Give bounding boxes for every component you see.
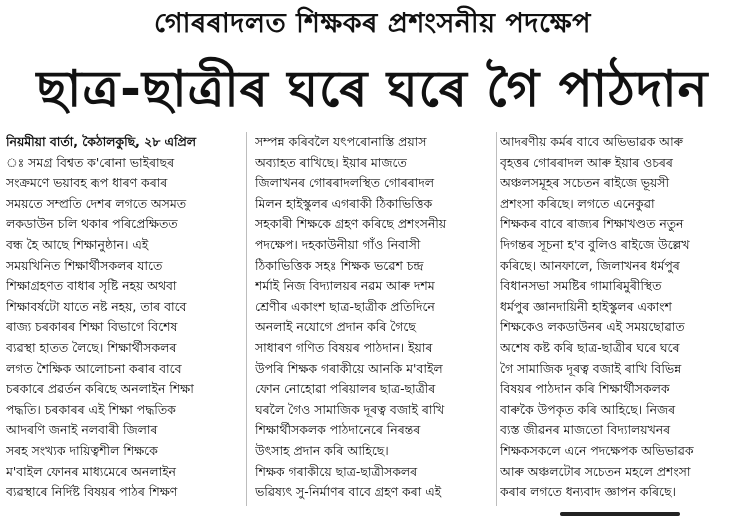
body-line: গৈ সামাজিক দূৰত্ব বজাই ৰাখি বিভিন্ন: [500, 360, 682, 376]
body-line: বাৰুকৈ উপকৃত কৰি আহিছে। নিজৰ: [500, 401, 676, 417]
article-dateline: নিয়মীয়া বাৰ্তা, কৈঠালকুছি, ২৮ এপ্ৰিল: [6, 134, 197, 149]
body-line: পদ্ধতি। চৰকাৰৰ এই শিক্ষা পদ্ধতিক: [6, 401, 176, 417]
article-column-2: [255, 132, 491, 510]
body-line: চৰকাৰে প্ৰৱৰ্তন কৰিছে অনলাইন শিক্ষা: [6, 381, 194, 397]
body-line: আদৰণি জনাই নলবাৰী জিলাৰ: [6, 422, 158, 438]
body-line: অব্যাহত ৰাখিছে। ইয়াৰ মাজতে: [255, 154, 407, 170]
body-line: ৰাজ্য চৰকাৰৰ শিক্ষা বিভাগে বিশেষ: [6, 319, 178, 335]
body-line: সৰহ সংখ্যক দায়িত্বশীল শিক্ষকে: [6, 442, 158, 458]
body-line: দিগন্তৰ সূচনা হ'ব বুলিও ৰাইজে উল্লেখ: [500, 236, 690, 252]
body-line: পদক্ষেপ। দহকাউনীয়া গাঁও নিবাসী: [255, 236, 421, 252]
body-line: প্ৰশংসা কৰিছে। লগতে এনেকুৱা: [500, 195, 655, 211]
body-line: উৎসাহ প্ৰদান কৰি আহিছে।: [255, 442, 389, 458]
body-line: কৰিছে। আনফালে, জিলাখনৰ ধৰ্মপুৰ: [500, 257, 680, 273]
body-line: শিক্ষক গৰাকীয়ে ছাত্ৰ-ছাত্ৰীসকলৰ: [255, 463, 418, 479]
body-line: শৰ্মাই নিজ বিদ্যালয়ৰ নৱম আৰু দশম: [255, 278, 435, 294]
body-line: ব্যৱস্থাৰে নিৰ্দিষ্ট বিষয়ৰ পাঠৰ শিক্ষণ: [6, 484, 178, 500]
body-line: ঠিকাভিত্তিক সহঃ শিক্ষক ভৱেশ চন্দ্ৰ: [255, 257, 424, 273]
body-line: ঃ সমগ্ৰ বিশ্বত ক'ৰোনা ভাইৰাছৰ: [6, 154, 175, 170]
body-line: শিক্ষকসকলে এনে পদক্ষেপক অভিভাৱক: [500, 442, 694, 458]
body-line: ম'বাইল ফোনৰ মাধ্যমেৰে অনলাইন: [6, 463, 176, 479]
body-line: বিষয়ৰ পাঠদান কৰি শিক্ষাৰ্থীসকলক: [500, 381, 670, 397]
body-line: কৰাৰ লগতে ধন্যবাদ জ্ঞাপন কৰিছে।: [500, 484, 676, 500]
body-line: সংক্ৰমণে ভয়াবহ ৰূপ ধাৰণ কৰাৰ: [6, 175, 168, 191]
body-line: শ্ৰেণীৰ একাংশ ছাত্ৰ-ছাত্ৰীক প্ৰতিদিনে: [255, 298, 435, 314]
body-line: শিক্ষাগ্ৰহণত বাধাৰ সৃষ্টি নহয় অথবা: [6, 278, 177, 294]
article-column-3: [500, 132, 740, 510]
column-divider: [246, 132, 247, 506]
body-line: ভৱিষ্যৎ সু-নিৰ্মাণৰ বাবে গ্ৰহণ কৰা এই: [255, 484, 442, 500]
body-line: আদৰণীয় কৰ্মৰ বাবে অভিভাৱক আৰু: [500, 134, 683, 149]
body-line: ধৰ্মপুৰ জ্ঞানদায়িনী হাইস্কুলৰ একাংশ: [500, 298, 672, 314]
body-line: শিক্ষকেও লকডাউনৰ এই সময়ছোৱাত: [500, 319, 685, 335]
body-line: লকডাউন চলি থকাৰ পৰিপ্ৰেক্ষিতত: [6, 216, 178, 232]
body-line: মিলন হাইস্কুলৰ এগৰাকী ঠিকাভিত্তিক: [255, 195, 433, 211]
body-line: অনলাই নযোগে প্ৰদান কৰি গৈছে: [255, 319, 416, 335]
body-line: ব্যৱস্থা হাতত লৈছে। শিক্ষাৰ্থীসকলৰ: [6, 339, 177, 355]
body-line: জিলাখনৰ গোৰৰাদলস্থিত গোৰৰাদল: [255, 175, 434, 191]
article-kicker: গোৰৰাদলত শিক্ষকৰ প্ৰশংসনীয় পদক্ষেপ: [153, 8, 592, 39]
body-line: বন্ধ হৈ আছে শিক্ষানুষ্ঠান। এই: [6, 236, 149, 252]
body-line: ঘৰলৈ গৈও সামাজিক দূৰত্ব বজাই ৰাখি: [255, 401, 445, 417]
body-line: সময়খিনিত শিক্ষাৰ্থীসকলৰ যাতে: [6, 257, 163, 273]
body-line: লগত শৈক্ষিক আলোচনা কৰাৰ বাবে: [6, 360, 182, 376]
body-line: ফোন নোহোৱা পৰিয়ালৰ ছাত্ৰ-ছাত্ৰীৰ: [255, 381, 436, 397]
body-line: সময়তে সম্প্ৰতি দেশৰ লগতে অসমত: [6, 195, 187, 211]
body-line: অঞ্চলসমূহৰ সচেতন ৰাইজে ভূয়সী: [500, 175, 670, 191]
body-line: বৃহত্তৰ গোৰৰাদল আৰু ইয়াৰ ওচৰৰ: [500, 154, 673, 170]
article-column-1: [6, 132, 238, 510]
body-line: সাধাৰণ গণিত বিষয়ৰ পাঠদান। ইয়াৰ: [255, 339, 433, 355]
article-headline: ছাত্ৰ-ছাত্ৰীৰ ঘৰে ঘৰে গৈ পাঠদান: [36, 60, 709, 118]
body-line: ব্যস্ত জীৱনৰ মাজতো বিদ্যালয়খনৰ: [500, 422, 671, 438]
body-line: অশেষ কষ্ট কৰি ছাত্ৰ-ছাত্ৰীৰ ঘৰে ঘৰে: [500, 339, 680, 355]
body-line: সহকাৰী শিক্ষকে গ্ৰহণ কৰিছে প্ৰশংসনীয়: [255, 216, 447, 232]
body-line: সম্পন্ন কৰিবলৈ যৎপৰোনাস্তি প্ৰয়াস: [255, 134, 427, 149]
body-line: বিধানসভা সমষ্টিৰ গামাৰিমুৰীস্থিত: [500, 278, 662, 294]
body-line: শিক্ষাৰ্থীসকলক পাঠদানেৰে নিৰন্তৰ: [255, 422, 421, 438]
body-line: আৰু অঞ্চলটোৰ সচেতন মহলে প্ৰশংসা: [500, 463, 691, 479]
body-line: শিক্ষকৰ বাবে ৰাজ্যৰ শিক্ষাখণ্ডত নতুন: [500, 216, 684, 232]
next-article-fragment: [560, 506, 680, 516]
column-divider: [496, 132, 497, 506]
body-line: উপৰি শিক্ষক গৰাকীয়ে আনকি ম'বাইল: [255, 360, 443, 376]
body-line: শিক্ষাবৰ্ষটো যাতে নষ্ট নহয়, তাৰ বাবে: [6, 298, 187, 314]
